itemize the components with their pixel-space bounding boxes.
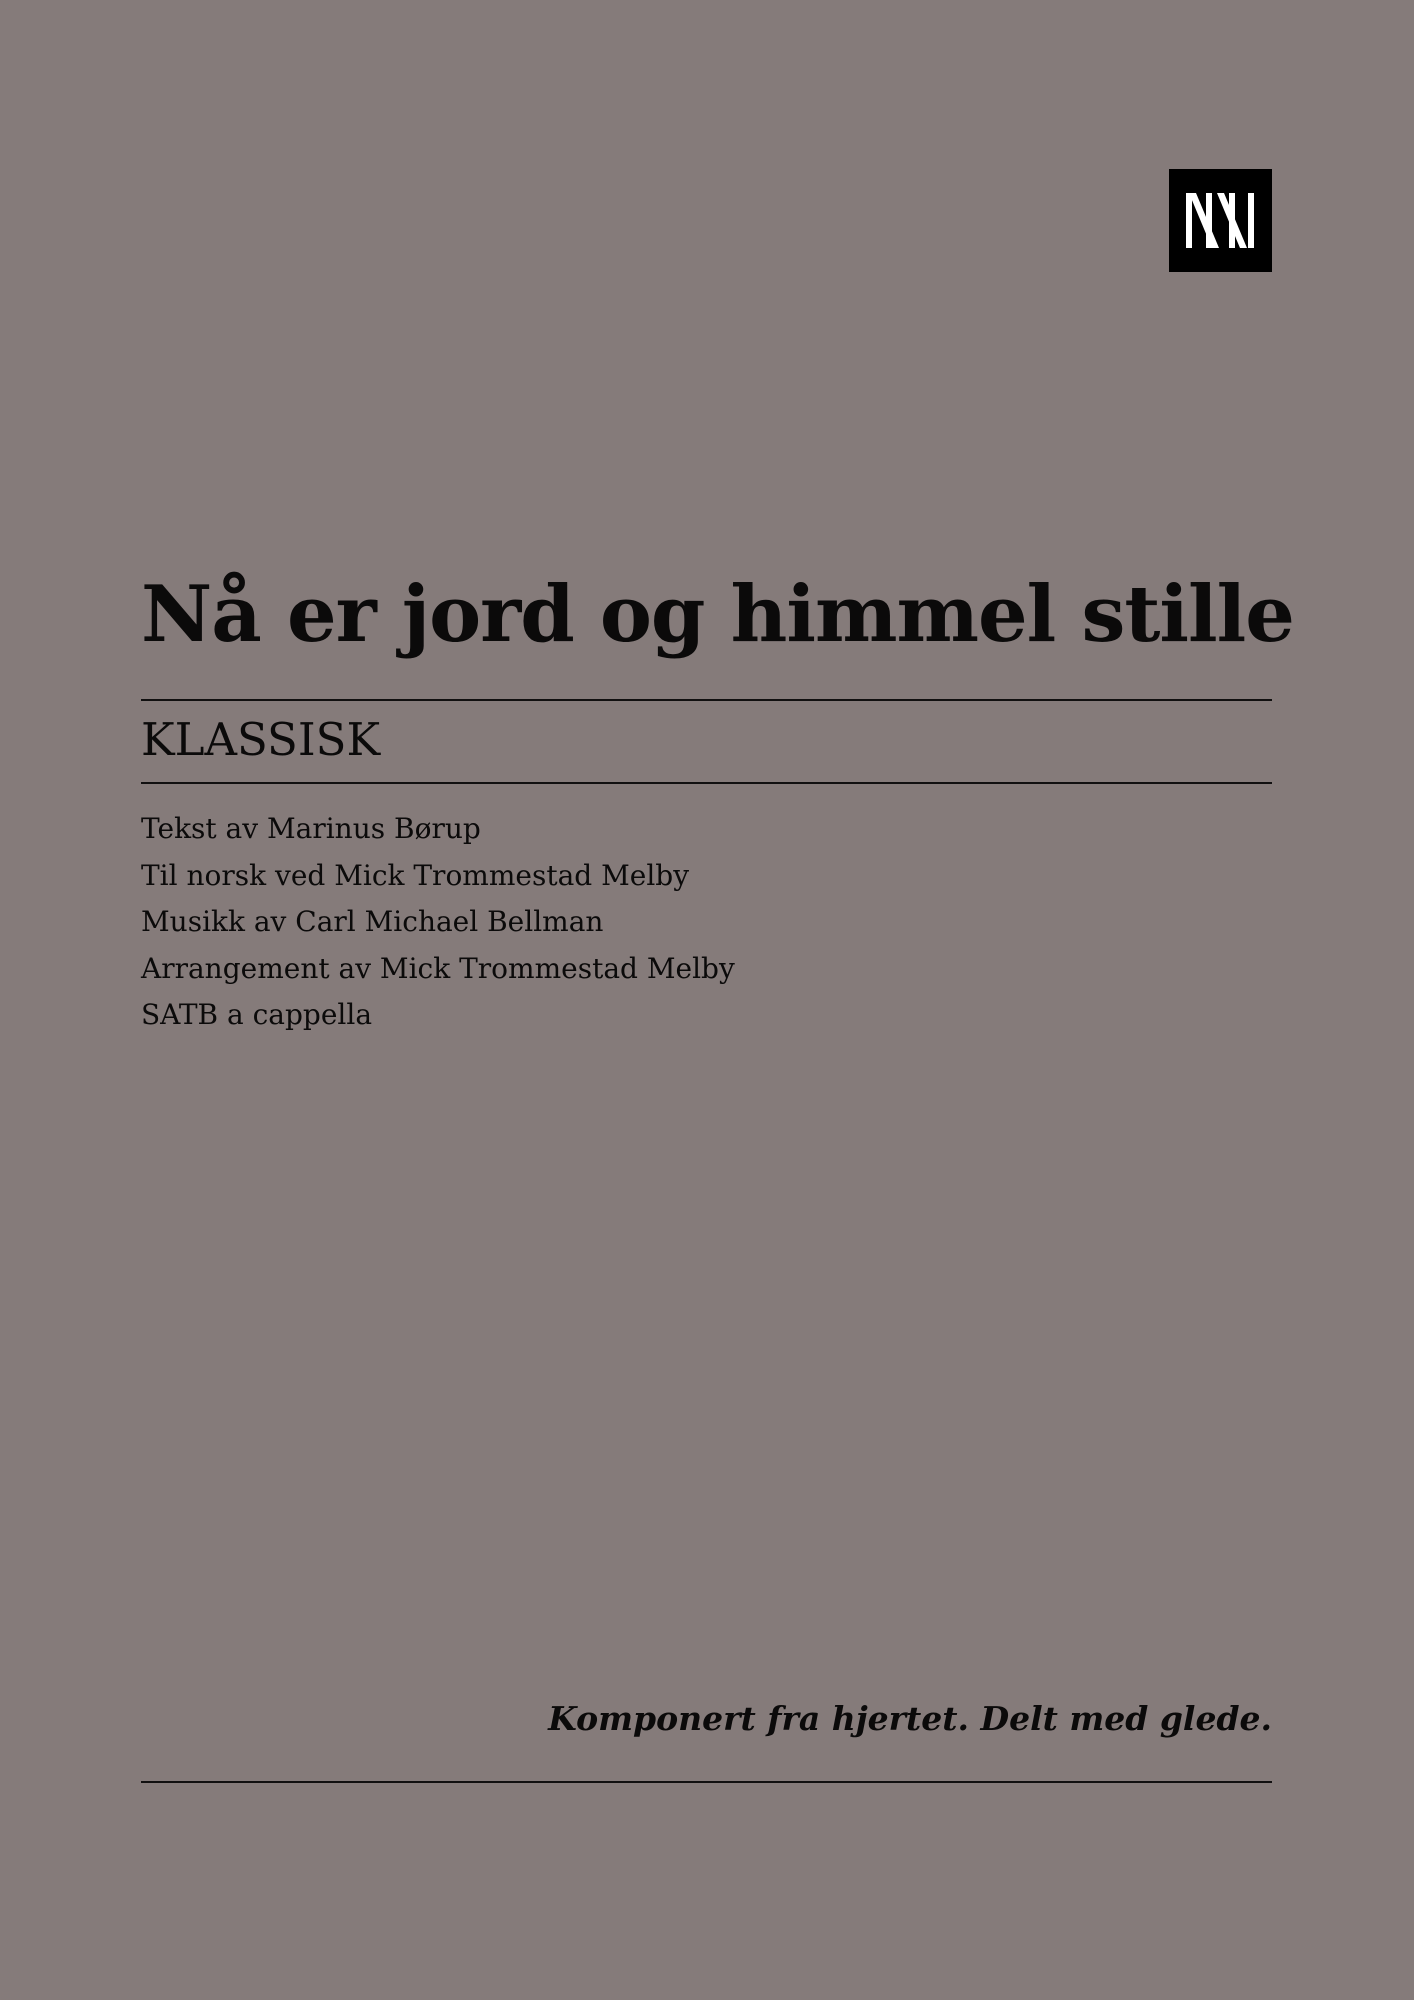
page-title: Nå er jord og himmel stille (141, 569, 1294, 660)
credit-arrangement: Arrangement av Mick Trommestad Melby (141, 951, 735, 985)
credit-translation: Til norsk ved Mick Trommestad Melby (141, 858, 690, 892)
publisher-logo (1169, 169, 1272, 272)
credits-list (141, 806, 735, 1039)
credit-music: Musikk av Carl Michael Bellman (141, 905, 604, 938)
credit-voicing: SATB a cappella (141, 998, 373, 1031)
divider-top (141, 699, 1272, 701)
divider-middle (141, 782, 1272, 784)
nn-monogram-icon (1169, 169, 1272, 272)
divider-bottom (141, 1781, 1272, 1783)
genre-label: KLASSISK (141, 713, 381, 766)
tagline: Komponert fra hjertet. Delt med glede. (548, 1699, 1272, 1738)
credit-lyrics: Tekst av Marinus Børup (141, 812, 481, 845)
